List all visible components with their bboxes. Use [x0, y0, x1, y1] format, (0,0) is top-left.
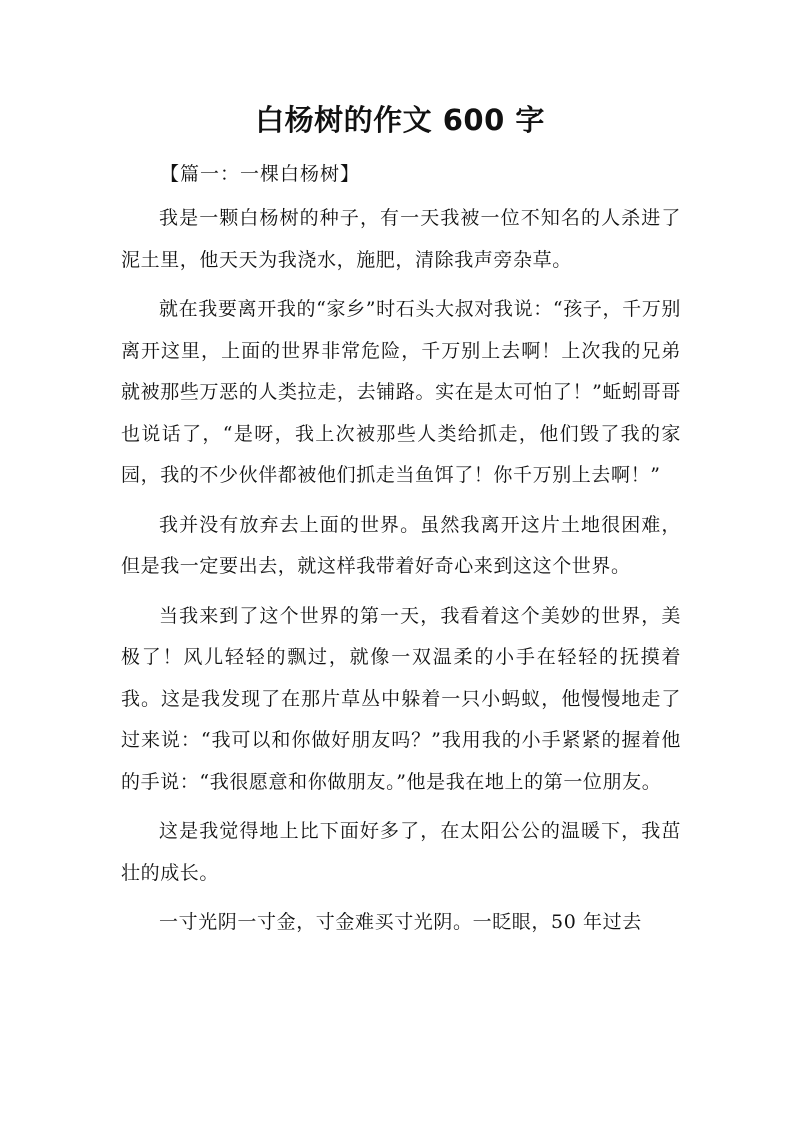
paragraph: 我是一颗白杨树的种子，有一天我被一位不知名的人杀进了泥土里，他天天为我浇水，施肥，清除我声旁杂草。	[121, 207, 681, 271]
paragraph: 一寸光阴一寸金，寸金难买寸光阴。一眨眼，50 年过去	[159, 911, 642, 933]
paragraph: 就在我要离开我的“家乡”时石头大叔对我说：“孩子，千万别离开这里，上面的世界非常危险，千万别上去啊！上次我的兄弟就被那些万恶的人类拉走，去铺路。实在是太可怕了！”蚯蚓哥哥也说话了，“是呀，我上次被那些人类给抓走，他们毁了我的家园，我的不少伙伴都被他们抓走当鱼饵了！你千万别上去啊！”	[121, 298, 681, 486]
paragraph: 这是我觉得地上比下面好多了，在太阳公公的温暖下，我茁壮的成长。	[121, 820, 681, 884]
document-title: 白杨树的作文 600 字	[255, 103, 545, 137]
article-body	[121, 198, 681, 952]
paragraph: 我并没有放弃去上面的世界。虽然我离开这片土地很困难，但是我一定要出去，就这样我带着好奇心来到这这个世界。	[121, 513, 681, 577]
paragraph: 当我来到了这个世界的第一天，我看着这个美妙的世界，美极了！风儿轻轻的飘过，就像一双温柔的小手在轻轻的抚摸着我。这是我发现了在那片草丛中躲着一只小蚂蚁，他慢慢地走了过来说：“我可以和你做好朋友吗？”我用我的小手紧紧的握着他的手说：“我很愿意和你做朋友。”他是我在地上的第一位朋友。	[121, 604, 681, 793]
section-heading: 【篇一：一棵白杨树】	[160, 163, 361, 185]
